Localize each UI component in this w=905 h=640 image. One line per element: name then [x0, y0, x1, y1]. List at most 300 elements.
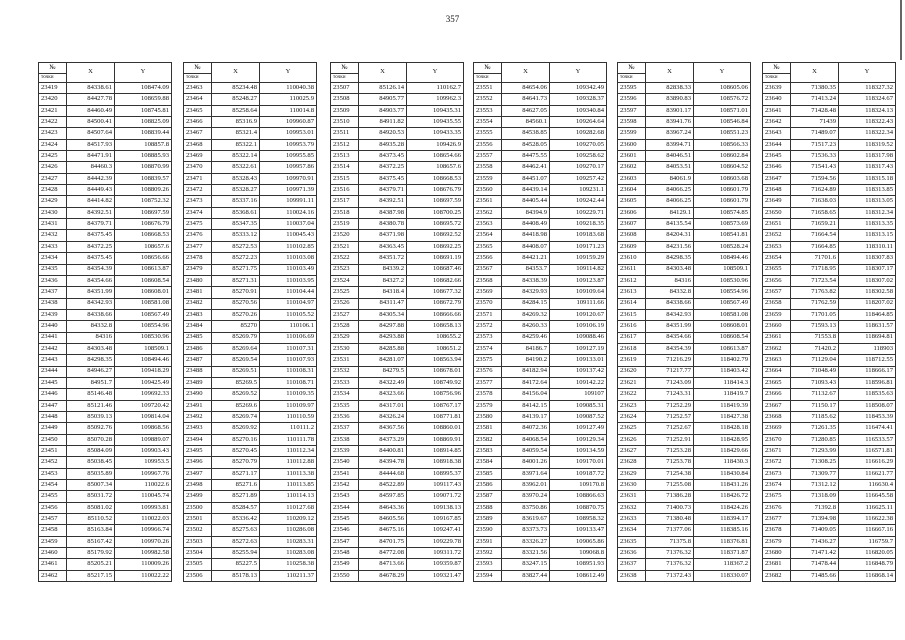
- page-edge-mark: [900, 0, 902, 60]
- point-number: 23469: [184, 151, 212, 162]
- header-point: точки: [184, 74, 212, 83]
- table-row: [331, 207, 464, 218]
- y-coordinate: 118313.05: [839, 196, 896, 207]
- point-number: 23675: [763, 491, 791, 502]
- y-coordinate: 110025.9: [260, 94, 317, 105]
- y-coordinate: 108668.53: [407, 173, 464, 184]
- table-row: [331, 423, 464, 434]
- y-coordinate: 118317.43: [839, 162, 896, 173]
- table-row: [474, 377, 607, 388]
- point-number: 23596: [618, 94, 646, 105]
- y-coordinate: 110024.16: [260, 207, 317, 218]
- x-coordinate: 85316.9: [212, 117, 260, 128]
- table-row: [184, 400, 317, 411]
- point-number: 23445: [39, 377, 67, 388]
- table-row: [331, 196, 464, 207]
- table-row: [763, 332, 896, 343]
- point-number: 23616: [618, 321, 646, 332]
- point-number: 23648: [763, 185, 791, 196]
- table-row: [184, 366, 317, 377]
- x-coordinate: 84713.66: [359, 559, 407, 570]
- table-row: [331, 230, 464, 241]
- x-coordinate: 84911.82: [359, 117, 407, 128]
- header-x: X: [791, 63, 839, 83]
- x-coordinate: 84066.25: [646, 185, 694, 196]
- x-coordinate: 85269.54: [212, 355, 260, 366]
- y-coordinate: 118367.2: [694, 559, 751, 570]
- point-number: 23559: [474, 173, 502, 184]
- x-coordinate: 85038.45: [67, 457, 115, 468]
- x-coordinate: 71217.77: [646, 366, 694, 377]
- y-coordinate: 108771.81: [407, 411, 464, 422]
- point-number: 23625: [618, 423, 646, 434]
- x-coordinate: 71309.77: [791, 468, 839, 479]
- x-coordinate: 84329.93: [502, 287, 550, 298]
- x-coordinate: 85227.5: [212, 559, 260, 570]
- table-row: [184, 559, 317, 570]
- x-coordinate: 84405.44: [502, 196, 550, 207]
- y-coordinate: 108551.23: [694, 128, 751, 139]
- table-row: [331, 117, 464, 128]
- y-coordinate: 108576.72: [694, 94, 751, 105]
- x-coordinate: 85271.31: [212, 275, 260, 286]
- point-number: 23504: [184, 548, 212, 559]
- y-coordinate: 110022.03: [115, 514, 172, 525]
- point-number: 23442: [39, 343, 67, 354]
- x-coordinate: 71723.54: [791, 275, 839, 286]
- table-row: [184, 434, 317, 445]
- table-row: [763, 185, 896, 196]
- table-row: [331, 264, 464, 275]
- y-coordinate: 108676.79: [407, 185, 464, 196]
- point-number: 23642: [763, 117, 791, 128]
- point-number: 23661: [763, 332, 791, 343]
- header-x: X: [359, 63, 407, 83]
- y-coordinate: 108672.79: [407, 298, 464, 309]
- point-number: 23645: [763, 151, 791, 162]
- point-number: 23653: [763, 241, 791, 252]
- x-coordinate: 84285.88: [359, 343, 407, 354]
- y-coordinate: 109889.07: [115, 434, 172, 445]
- point-number: 23565: [474, 241, 502, 252]
- header-point: точки: [474, 74, 502, 83]
- x-coordinate: 84342.93: [67, 298, 115, 309]
- x-coordinate: 85205.21: [67, 559, 115, 570]
- y-coordinate: 109982.58: [115, 548, 172, 559]
- x-coordinate: 84394.78: [359, 457, 407, 468]
- table-row: [474, 502, 607, 513]
- point-number: 23585: [474, 468, 502, 479]
- y-coordinate: 118535.63: [839, 389, 896, 400]
- x-coordinate: 84059.54: [502, 446, 550, 457]
- point-number: 23478: [184, 253, 212, 264]
- y-coordinate: 109114.82: [550, 264, 607, 275]
- table-row: [474, 105, 607, 116]
- table-row: [39, 343, 172, 354]
- x-coordinate: 84318.4: [359, 287, 407, 298]
- point-number: 23449: [39, 423, 67, 434]
- point-number: 23432: [39, 230, 67, 241]
- table-row: [763, 468, 896, 479]
- y-coordinate: 116571.81: [839, 446, 896, 457]
- table-row: [763, 446, 896, 457]
- point-number: 23546: [331, 525, 359, 536]
- x-coordinate: 71216.29: [646, 355, 694, 366]
- table-row: [763, 128, 896, 139]
- x-coordinate: 71762.59: [791, 298, 839, 309]
- x-coordinate: 71638.03: [791, 196, 839, 207]
- y-coordinate: 118430.84: [694, 468, 751, 479]
- table-row: [763, 117, 896, 128]
- point-number: 23665: [763, 377, 791, 388]
- x-coordinate: 84317.01: [359, 400, 407, 411]
- table-row: [331, 536, 464, 547]
- point-number: 23515: [331, 173, 359, 184]
- point-number: 23462: [39, 570, 67, 581]
- y-coordinate: 118428.18: [694, 423, 751, 434]
- point-number: 23660: [763, 321, 791, 332]
- coordinates-table: [38, 62, 172, 582]
- table-row: [39, 525, 172, 536]
- header-x: X: [646, 63, 694, 83]
- table-row: [618, 332, 751, 343]
- table-row: [331, 128, 464, 139]
- x-coordinate: 84322.49: [359, 377, 407, 388]
- x-coordinate: 84507.64: [67, 128, 115, 139]
- table-row: [184, 128, 317, 139]
- x-coordinate: 71376.32: [646, 548, 694, 559]
- table-row: [331, 298, 464, 309]
- x-coordinate: 84641.73: [502, 94, 550, 105]
- y-coordinate: 109435.31: [407, 105, 464, 116]
- x-coordinate: 71255.08: [646, 480, 694, 491]
- table-row: [331, 241, 464, 252]
- y-coordinate: 108546.84: [694, 117, 751, 128]
- table-row: [331, 287, 464, 298]
- y-coordinate: 118419.7: [694, 389, 751, 400]
- x-coordinate: 85270.16: [212, 434, 260, 445]
- y-coordinate: 109171.23: [550, 241, 607, 252]
- x-coordinate: 83994.71: [646, 139, 694, 150]
- y-coordinate: 109187.72: [550, 468, 607, 479]
- table-row: [474, 139, 607, 150]
- x-coordinate: 84354.66: [67, 275, 115, 286]
- point-number: 23438: [39, 298, 67, 309]
- table-row: [474, 253, 607, 264]
- table-row: [184, 94, 317, 105]
- x-coordinate: 84204.31: [646, 230, 694, 241]
- table-row: [39, 457, 172, 468]
- point-number: 23556: [474, 139, 502, 150]
- table-row: [618, 253, 751, 264]
- header-number: №: [39, 63, 67, 74]
- x-coordinate: 71312.12: [791, 480, 839, 491]
- x-coordinate: 84772.08: [359, 548, 407, 559]
- x-coordinate: 85269.51: [212, 366, 260, 377]
- y-coordinate: 109087.52: [550, 411, 607, 422]
- table-row: [39, 389, 172, 400]
- point-number: 23548: [331, 548, 359, 559]
- point-number: 23555: [474, 128, 502, 139]
- y-coordinate: 109970.26: [115, 536, 172, 547]
- table-row: [618, 196, 751, 207]
- table-row: [474, 548, 607, 559]
- point-number: 23594: [474, 570, 502, 581]
- y-coordinate: 116759.7: [839, 536, 896, 547]
- x-coordinate: 85248.27: [212, 94, 260, 105]
- y-coordinate: 108668.53: [115, 230, 172, 241]
- x-coordinate: 84414.82: [67, 196, 115, 207]
- table-row: [39, 559, 172, 570]
- y-coordinate: 118324.13: [839, 105, 896, 116]
- point-number: 23440: [39, 321, 67, 332]
- table-row: [184, 287, 317, 298]
- y-coordinate: 108866.63: [550, 491, 607, 502]
- table-row: [474, 94, 607, 105]
- point-number: 23623: [618, 400, 646, 411]
- y-coordinate: 116868.14: [839, 570, 896, 581]
- table-row: [184, 343, 317, 354]
- y-coordinate: 116820.05: [839, 548, 896, 559]
- x-coordinate: 84284.15: [502, 298, 550, 309]
- table-row: [618, 241, 751, 252]
- y-coordinate: 109247.41: [407, 525, 464, 536]
- x-coordinate: 71253.78: [646, 457, 694, 468]
- point-number: 23646: [763, 162, 791, 173]
- point-number: 23516: [331, 185, 359, 196]
- x-coordinate: 71400.73: [646, 502, 694, 513]
- y-coordinate: 116474.41: [839, 423, 896, 434]
- y-coordinate: 108613.87: [115, 264, 172, 275]
- table-row: [763, 230, 896, 241]
- x-coordinate: 84053.51: [646, 162, 694, 173]
- y-coordinate: 108530.96: [115, 332, 172, 343]
- table-row: [618, 207, 751, 218]
- table-row: [39, 94, 172, 105]
- header-number: №: [474, 63, 502, 74]
- y-coordinate: 109435.55: [407, 117, 464, 128]
- table-row: [331, 480, 464, 491]
- point-number: 23558: [474, 162, 502, 173]
- point-number: 23632: [618, 502, 646, 513]
- x-coordinate: 85007.34: [67, 480, 115, 491]
- x-coordinate: 84920.53: [359, 128, 407, 139]
- x-coordinate: 71308.25: [791, 457, 839, 468]
- point-number: 23606: [618, 207, 646, 218]
- table-row: [474, 117, 607, 128]
- x-coordinate: 84298.35: [646, 253, 694, 264]
- x-coordinate: 84675.16: [359, 525, 407, 536]
- x-coordinate: 84326.24: [359, 411, 407, 422]
- point-number: 23579: [474, 400, 502, 411]
- table-row: [474, 241, 607, 252]
- y-coordinate: 110014.8: [260, 105, 317, 116]
- point-number: 23630: [618, 480, 646, 491]
- table-row: [39, 332, 172, 343]
- point-number: 23640: [763, 94, 791, 105]
- point-number: 23619: [618, 355, 646, 366]
- point-number: 23599: [618, 128, 646, 139]
- point-number: 23427: [39, 173, 67, 184]
- point-number: 23487: [184, 355, 212, 366]
- point-number: 23600: [618, 139, 646, 150]
- y-coordinate: 118453.39: [839, 411, 896, 422]
- x-coordinate: 85179.92: [67, 548, 115, 559]
- y-coordinate: 108601.79: [694, 185, 751, 196]
- x-coordinate: 84471.91: [67, 151, 115, 162]
- point-number: 23588: [474, 502, 502, 513]
- y-coordinate: 109991.11: [260, 196, 317, 207]
- y-coordinate: 110111.2: [260, 423, 317, 434]
- y-coordinate: 110211.37: [260, 570, 317, 581]
- table-row: [474, 309, 607, 320]
- table-row: [763, 105, 896, 116]
- table-row: [474, 514, 607, 525]
- point-number: 23491: [184, 400, 212, 411]
- y-coordinate: 109425.49: [115, 377, 172, 388]
- x-coordinate: 85081.02: [67, 502, 115, 513]
- x-coordinate: 84142.15: [502, 400, 550, 411]
- y-coordinate: 108655.2: [407, 332, 464, 343]
- table-row: [39, 83, 172, 94]
- y-coordinate: 108692.52: [407, 230, 464, 241]
- y-coordinate: 108509.1: [115, 343, 172, 354]
- y-coordinate: 108494.46: [694, 253, 751, 264]
- y-coordinate: 109971.39: [260, 185, 317, 196]
- x-coordinate: 71471.42: [791, 548, 839, 559]
- table-row: [331, 457, 464, 468]
- y-coordinate: 108528.24: [694, 241, 751, 252]
- point-number: 23592: [474, 548, 502, 559]
- table-row: [474, 355, 607, 366]
- table-row: [763, 491, 896, 502]
- point-number: 23634: [618, 525, 646, 536]
- y-coordinate: 118428.95: [694, 434, 751, 445]
- y-coordinate: 108914.85: [407, 446, 464, 457]
- table-row: [618, 502, 751, 513]
- table-row: [184, 480, 317, 491]
- point-number: 23502: [184, 525, 212, 536]
- table-row: [618, 457, 751, 468]
- point-number: 23607: [618, 219, 646, 230]
- table-row: [331, 514, 464, 525]
- x-coordinate: 71376.32: [646, 559, 694, 570]
- point-number: 23598: [618, 117, 646, 128]
- x-coordinate: 84538.85: [502, 128, 550, 139]
- point-number: 23666: [763, 389, 791, 400]
- table-row: [39, 548, 172, 559]
- point-number: 23549: [331, 559, 359, 570]
- table-row: [184, 355, 317, 366]
- point-number: 23534: [331, 389, 359, 400]
- table-row: [618, 287, 751, 298]
- x-coordinate: 84372.25: [359, 162, 407, 173]
- point-number: 23569: [474, 287, 502, 298]
- table-row: [763, 548, 896, 559]
- y-coordinate: 109340.84: [550, 105, 607, 116]
- point-number: 23422: [39, 117, 67, 128]
- x-coordinate: 71409.05: [791, 525, 839, 536]
- point-number: 23678: [763, 525, 791, 536]
- table-row: [618, 355, 751, 366]
- x-coordinate: 71386.28: [646, 491, 694, 502]
- x-coordinate: 84935.28: [359, 139, 407, 150]
- point-number: 23676: [763, 502, 791, 513]
- point-number: 23490: [184, 389, 212, 400]
- point-number: 23617: [618, 332, 646, 343]
- y-coordinate: 110283.31: [260, 536, 317, 547]
- y-coordinate: 108571.01: [694, 105, 751, 116]
- point-number: 23477: [184, 241, 212, 252]
- y-coordinate: 109170.01: [550, 457, 607, 468]
- x-coordinate: 84260.33: [502, 321, 550, 332]
- table-row: [331, 94, 464, 105]
- x-coordinate: 71489.07: [791, 128, 839, 139]
- x-coordinate: 71129.04: [791, 355, 839, 366]
- y-coordinate: 108554.96: [115, 321, 172, 332]
- point-number: 23428: [39, 185, 67, 196]
- point-number: 23644: [763, 139, 791, 150]
- point-number: 23472: [184, 185, 212, 196]
- y-coordinate: 109117.43: [407, 480, 464, 491]
- point-number: 23582: [474, 434, 502, 445]
- table-row: [331, 355, 464, 366]
- x-coordinate: 71436.27: [791, 536, 839, 547]
- table-row: [763, 83, 896, 94]
- y-coordinate: 118426.72: [694, 491, 751, 502]
- y-coordinate: 108659.88: [115, 94, 172, 105]
- point-number: 23447: [39, 400, 67, 411]
- x-coordinate: 84281.07: [359, 355, 407, 366]
- table-row: [39, 275, 172, 286]
- point-number: 23547: [331, 536, 359, 547]
- y-coordinate: 118403.42: [694, 366, 751, 377]
- y-coordinate: 108839.57: [115, 173, 172, 184]
- table-row: [618, 117, 751, 128]
- table-row: [474, 219, 607, 230]
- table-row: [618, 151, 751, 162]
- point-number: 23590: [474, 525, 502, 536]
- header-y: Y: [115, 63, 172, 83]
- x-coordinate: 71280.85: [791, 434, 839, 445]
- x-coordinate: 85271.17: [212, 468, 260, 479]
- y-coordinate: 110045.43: [260, 230, 317, 241]
- table-row: [474, 446, 607, 457]
- point-number: 23637: [618, 559, 646, 570]
- point-number: 23523: [331, 264, 359, 275]
- x-coordinate: 84182.94: [502, 366, 550, 377]
- y-coordinate: 110283.08: [260, 548, 317, 559]
- x-coordinate: 84394.9: [502, 207, 550, 218]
- y-coordinate: 118312.34: [839, 207, 896, 218]
- x-coordinate: 84186.7: [502, 343, 550, 354]
- y-coordinate: 110103.95: [260, 275, 317, 286]
- point-number: 23639: [763, 83, 791, 94]
- y-coordinate: 116667.16: [839, 525, 896, 536]
- x-coordinate: 84338.39: [502, 275, 550, 286]
- x-coordinate: 84061.9: [646, 173, 694, 184]
- coordinates-table: [330, 62, 464, 582]
- y-coordinate: 108682.66: [407, 275, 464, 286]
- x-coordinate: 85178.13: [212, 570, 260, 581]
- y-coordinate: 108857.8: [115, 139, 172, 150]
- x-coordinate: 85110.52: [67, 514, 115, 525]
- x-coordinate: 71594.56: [791, 173, 839, 184]
- point-number: 23419: [39, 83, 67, 94]
- y-coordinate: 108567.49: [694, 298, 751, 309]
- x-coordinate: 85271.89: [212, 491, 260, 502]
- table-row: [331, 321, 464, 332]
